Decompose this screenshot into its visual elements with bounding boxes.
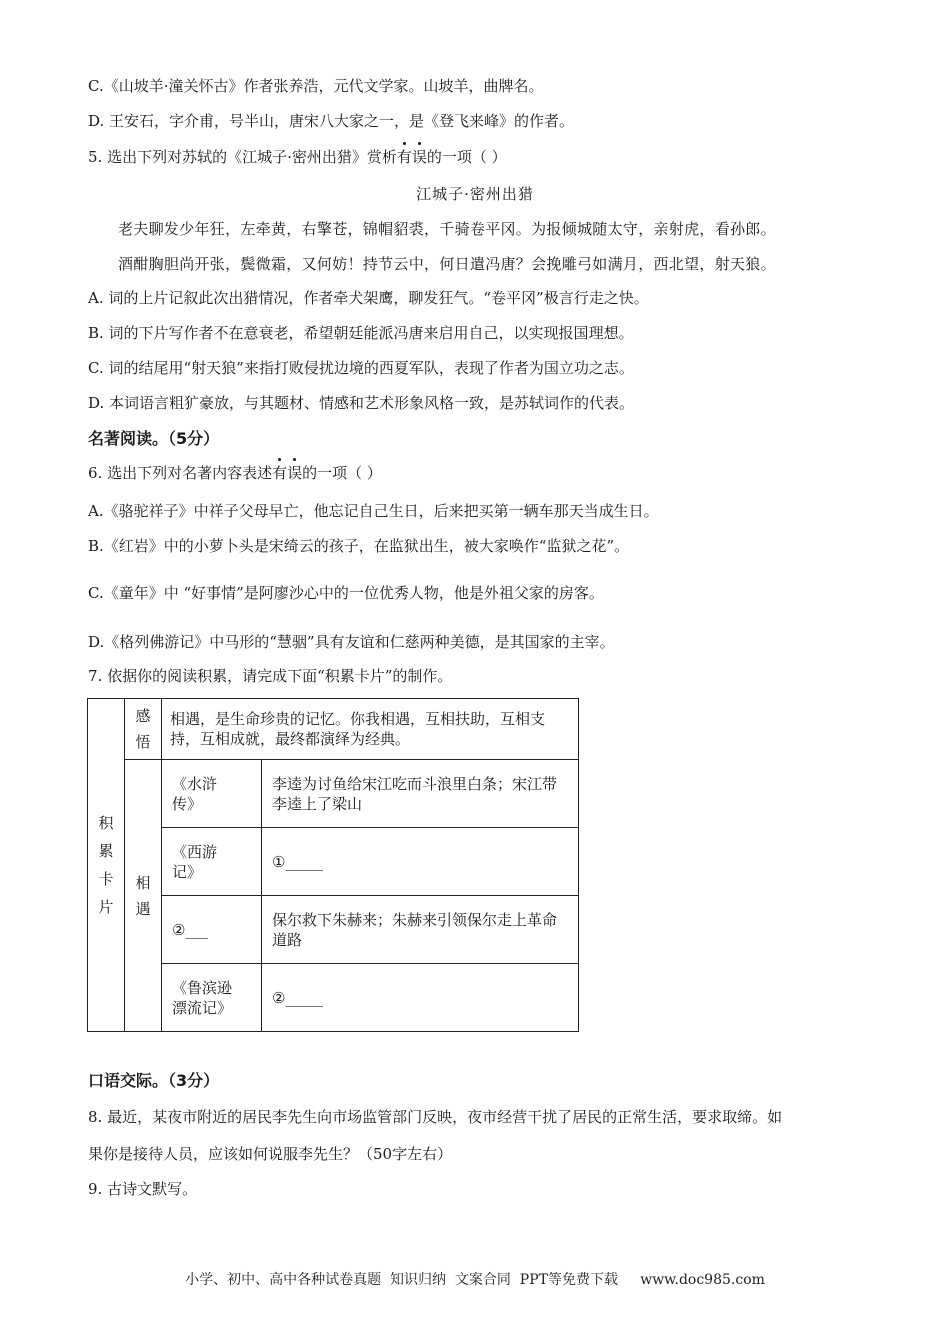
poem-line-2: 酒酣胸胆尚开张，鬓微霜，又何妨！持节云中，何日遣冯唐？会挽雕弓如满月，西北望，射天狼。 xyxy=(118,255,776,273)
insight-text-cell xyxy=(162,699,579,760)
q6-stem-before: 6. 选出下列对名著内容表述 xyxy=(88,464,273,482)
q6-stem-after: 的一项（ ） xyxy=(302,464,382,482)
poem-line-1: 老夫聊发少年狂，左牵黄，右擎苍，锦帽貂裘，千骑卷平冈。为报倾城随太守，亲射虎，看孙郎。 xyxy=(118,220,776,238)
content-cell xyxy=(262,896,579,964)
q7-stem: 7. 依据你的阅读积累，请完成下面“积累卡片”的制作。 xyxy=(88,667,453,685)
book-cell xyxy=(162,828,262,896)
q5-stem-after: 的一项（ ） xyxy=(426,148,507,166)
book-cell xyxy=(162,760,262,828)
answer-blank-1: ①_____ xyxy=(272,852,323,871)
q6-option-b: B.《红岩》中的小萝卜头是宋绮云的孩子，在监狱出生，被大家唤作“监狱之花”。 xyxy=(88,537,630,555)
insight-label: 感悟 xyxy=(135,707,151,751)
emphasis-dot-char: 有 xyxy=(396,148,412,166)
q5-stem-before: 5. 选出下列对苏轼的《江城子·密州出猎》赏析 xyxy=(88,148,397,166)
answer-blank-3: ②_____ xyxy=(272,988,323,1007)
encounter-content: 李逵为讨鱼给宋江吃而斗浪里白条；宋江带李逵上了梁山 xyxy=(272,774,558,813)
q4-option-d: D. 王安石，字介甫，号半山，唐宋八大家之一，是《登飞来峰》的作者。 xyxy=(88,112,575,130)
q5-option-b: B. 词的下片写作者不在意衰老，希望朝廷能派冯唐来启用自己，以实现报国理想。 xyxy=(88,324,634,342)
card-label: 积累卡片 xyxy=(98,814,114,916)
card-label-cell xyxy=(88,699,125,1032)
insight-text: 相遇，是生命珍贵的记忆。你我相遇，互相扶助，互相支持，互相成就，最终都演绎为经典。 xyxy=(170,710,546,748)
book-title: 《西游记》 xyxy=(172,842,218,881)
answer-blank-2: ②___ xyxy=(172,920,208,939)
meet-label: 相遇 xyxy=(135,873,151,918)
emphasis-dot-char: 有 xyxy=(272,464,288,482)
q5-option-a: A. 词的上片记叙此次出猎情况，作者牵犬架鹰，聊发狂气。“卷平冈”极言行走之快。 xyxy=(88,289,649,307)
emphasis-dot-char: 误 xyxy=(411,148,427,166)
q6-option-c: C.《童年》中 “好事情”是阿廖沙心中的一位优秀人物，他是外祖父家的房客。 xyxy=(88,584,604,602)
q5-option-d: D. 本词语言粗犷豪放，与其题材、情感和艺术形象风格一致，是苏轼词作的代表。 xyxy=(88,394,635,412)
emphasis-dot-char: 误 xyxy=(287,464,303,482)
q6-option-a: A.《骆驼祥子》中祥子父母早亡，他忘记自己生日，后来把买第一辆车那天当成生日。 xyxy=(88,502,659,520)
answer-blank-cell[interactable] xyxy=(262,964,579,1032)
book-title: 《鲁滨逊漂流记》 xyxy=(172,978,233,1017)
q8-line-2: 果你是接待人员，应该如何说服李先生？（50字左右） xyxy=(88,1145,453,1163)
answer-blank-cell[interactable] xyxy=(262,828,579,896)
insight-label-cell xyxy=(125,699,162,760)
book-title: 《水浒传》 xyxy=(172,774,218,813)
encounter-content: 保尔救下朱赫来；朱赫来引领保尔走上革命道路 xyxy=(272,910,558,949)
q5-stem xyxy=(88,147,507,167)
q5-option-c: C. 词的结尾用“射天狼”来指打败侵扰边境的西夏军队，表现了作者为国立功之志。 xyxy=(88,359,634,377)
q6-option-d: D.《格列佛游记》中马形的“慧骃”具有友谊和仁慈两种美德，是其国家的主宰。 xyxy=(88,633,615,651)
section-heading-classics: 名著阅读。（5分） xyxy=(88,429,220,448)
page-footer: 小学、初中、高中各种试卷真题 知识归纳 文案合同 PPT等免费下载 www.doc985.com xyxy=(185,1272,765,1288)
poem-title: 江城子·密州出猎 xyxy=(416,185,534,203)
content-cell xyxy=(262,760,579,828)
q9-stem: 9. 古诗文默写。 xyxy=(88,1180,198,1198)
meet-label-cell xyxy=(125,760,162,1032)
book-cell xyxy=(162,964,262,1032)
answer-blank-cell[interactable] xyxy=(162,896,262,964)
q8-line-1: 8. 最近，某夜市附近的居民李先生向市场监管部门反映，夜市经营干扰了居民的正常生活，要求取缔。如 xyxy=(88,1108,783,1126)
accumulation-card-table xyxy=(87,698,579,1032)
section-heading-oral: 口语交际。（3分） xyxy=(88,1071,220,1090)
q4-option-c: C.《山坡羊·潼关怀古》作者张养浩，元代文学家。山坡羊，曲牌名。 xyxy=(88,77,544,95)
q6-stem xyxy=(88,463,382,483)
